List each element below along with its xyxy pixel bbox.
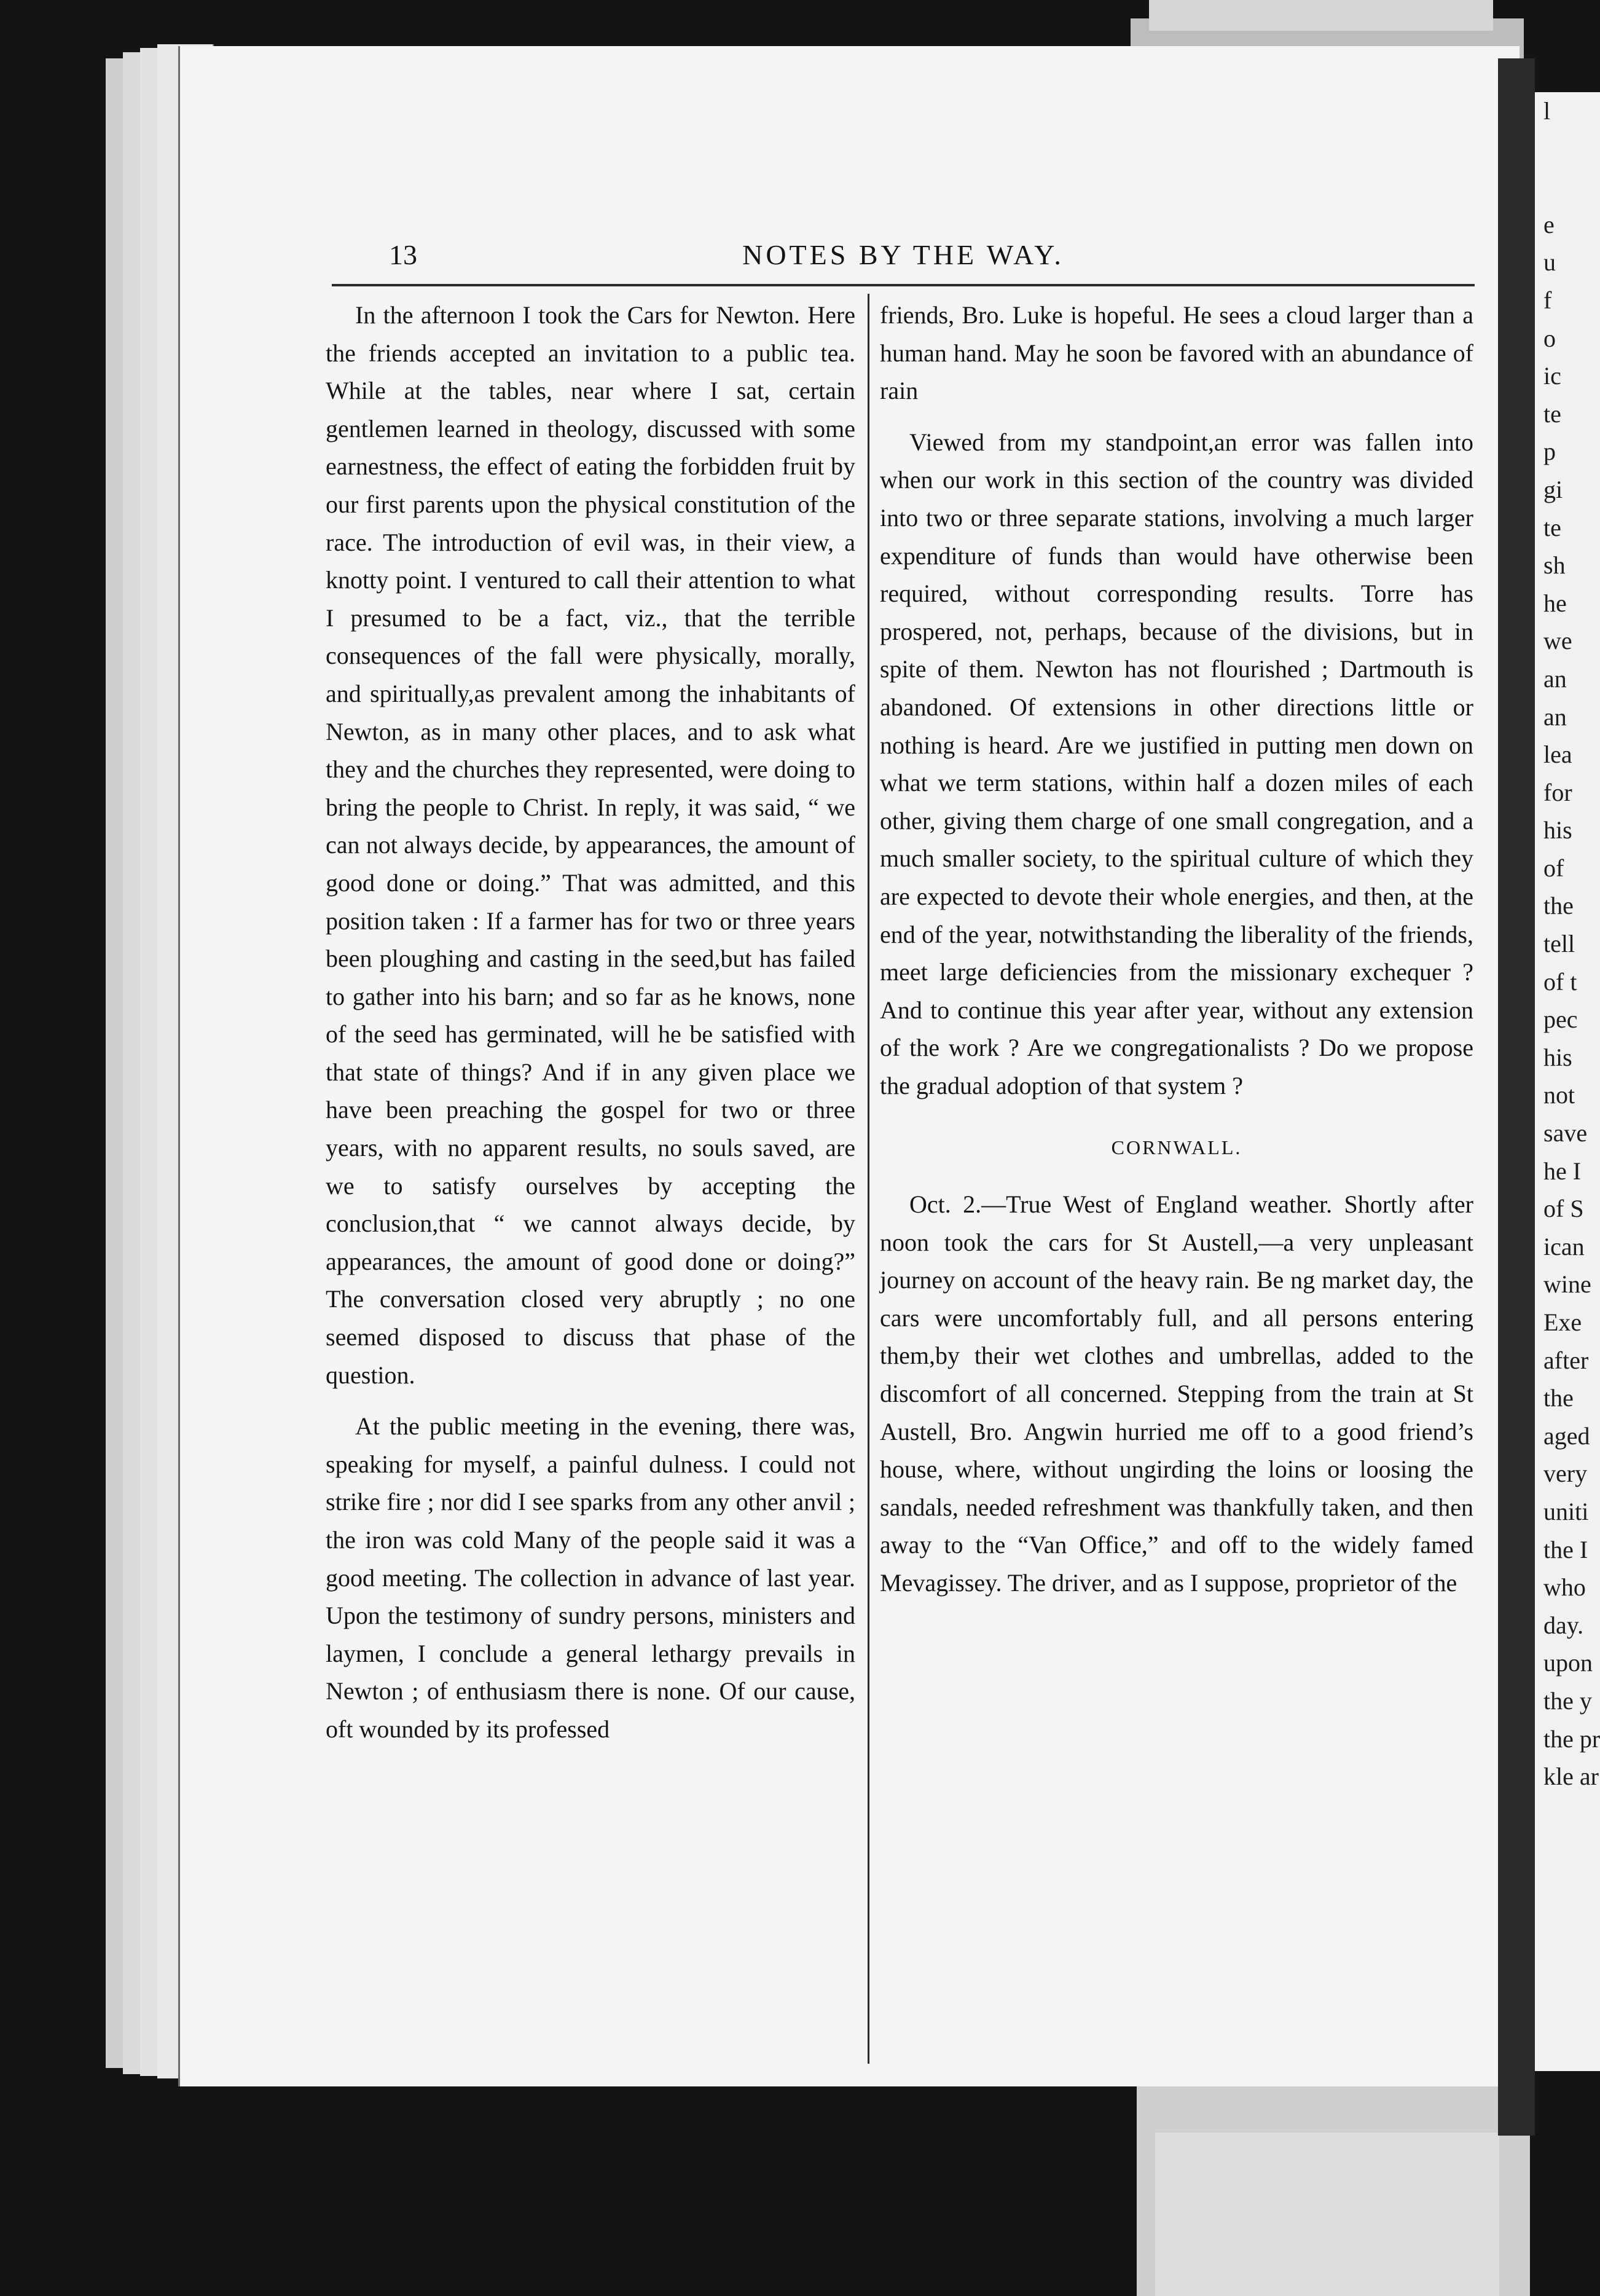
adjacent-page-fragment: tell	[1543, 930, 1575, 958]
adjacent-page-fragment: te	[1543, 513, 1561, 541]
paragraph: Viewed from my standpoint,an error was fallen into when our work in this section of the country was divided into two or three separate stations, involving a much larger expenditure of funds than would have otherwise been required, without corresponding results. Torre has prospered, not, perhaps, because of the divisions, but in spite of them. Newton has not flourished ; Dartmouth is abandoned. Of extensions in other directions little or nothing is heard. Are we justified in putting men down on what we term stations, within half a dozen miles of each other, giving them charge of one small congregation, and a much smaller society, to the spiritual culture of which they are expected to devote their whole energies, and then, at the end of the year, notwithstanding the liberality of the friends, meet large deficiencies from the missionary exchequer ? And to continue this year after year, without any extension of the work ? Are we congregationalists ? Do we propose the gradual adoption of that system ?	[880, 428, 1473, 1099]
page-number: 13	[389, 239, 417, 270]
adjacent-page-fragment: not	[1543, 1081, 1575, 1109]
adjacent-page-fragment: the	[1543, 892, 1574, 920]
adjacent-page-fragment: lea	[1543, 741, 1572, 769]
adjacent-page-fragment: p	[1543, 438, 1556, 466]
adjacent-page-fragment: ic	[1543, 362, 1561, 390]
adjacent-page-fragment: ican	[1543, 1232, 1585, 1260]
adjacent-page-fragment: of	[1543, 854, 1564, 882]
adjacent-page-fragment	[1535, 168, 1600, 206]
adjacent-page-fragment: f	[1543, 286, 1552, 314]
paragraph: Oct. 2.—True West of England weather. Shortly after noon took the cars for St Austell,—a very unpleasant journey on account of the heavy rain. Be ng market day, the cars were uncomfortably full, and all persons entering them,by their wet clothes and umbrellas, added to the discomfort of all concerned. Stepping from the train at St Austell, Bro. Angwin hurried me off to a good friend’s house, where, without ungirding the loins or loosing the sandals, needed refreshment was thankfully taken, and then away to the “Van Office,” and off to the widely famed Mevagissey. The driver, and as I suppose, proprietor of the	[880, 1190, 1473, 1597]
adjacent-page-fragment: an	[1543, 664, 1567, 693]
section-heading: CORNWALL.	[1111, 1136, 1242, 1159]
book-spine-bottom	[1155, 2133, 1499, 2296]
adjacent-page	[1535, 92, 1600, 2071]
book-spine-top	[1149, 0, 1493, 31]
adjacent-page-fragment: upon	[1543, 1649, 1593, 1677]
header-rule	[332, 284, 1475, 286]
adjacent-page-fragment: for	[1543, 778, 1572, 806]
adjacent-page-fragment: the pr	[1543, 1724, 1600, 1753]
adjacent-page-fragment: he I	[1543, 1157, 1582, 1185]
adjacent-page-fragment: his	[1543, 1043, 1572, 1071]
adjacent-page-fragment: gi	[1543, 475, 1563, 503]
paragraph: At the public meeting in the evening, there was, speaking for myself, a painful dulness. I could not strike fire ; nor did I see sparks from any other anvil ; the iron was cold Many of the people said it was a good meeting. The collection in advance of last year. Upon the testimony of sundry persons, ministers and laymen, I conclude a general lethargy prevails in Newton ; of enthusiasm there is none. Of our cause, oft wounded by its professed	[326, 1412, 855, 1743]
adjacent-page-fragment: the y	[1543, 1686, 1592, 1715]
adjacent-page-fragment: o	[1543, 324, 1556, 352]
adjacent-page-fragment: aged	[1543, 1421, 1590, 1450]
adjacent-page-fragment: after	[1543, 1346, 1589, 1374]
adjacent-page-fragment: pec	[1543, 1005, 1578, 1034]
adjacent-page-fragment: save	[1543, 1119, 1588, 1147]
adjacent-page-fragment: he	[1543, 589, 1567, 617]
adjacent-page-fragment: e	[1543, 210, 1555, 238]
paragraph: In the afternoon I took the Cars for Newton. Here the friends accepted an invitation to a public tea. While at the tables, near where I sat, certain gentlemen learned in theology, discussed with some earnestness, the effect of eating the forbidden fruit by our first parents upon the physical constitution of the race. The introduction of evil was, in their view, a knotty point. I ventured to call their attention to what I presumed to be a fact, viz., that the terrible consequences of the fall were physically, morally, and spiritually,as prevalent among the inhabitants of Newton, as in many other places, and to ask what they and the churches they represented, were doing to bring the people to Christ. In reply, it was said, “ we can not always decide, by appearances, the amount of good done or doing.” That was admitted, and this position taken : If a farmer has for two or three years been ploughing and casting in the seed,but has failed to gather into his barn; and so far as he knows, none of the seed has germinated, will he be satisfied with that state of things? And if in any given place we have been preaching the gospel for two or three years, with no apparent results, no souls saved, are we to satisfy ourselves by accepting the conclusion,that “ we cannot always decide, by appearances, the amount of good done or doing?” The conversation closed very abruptly ; no one seemed disposed to discuss that phase of the question.	[326, 301, 855, 1389]
adjacent-page-fragment: sh	[1543, 551, 1566, 580]
book-gutter	[1498, 58, 1535, 2136]
adjacent-page-fragment: kle ar	[1543, 1763, 1599, 1791]
adjacent-page-fragment: the	[1543, 1384, 1574, 1412]
adjacent-page-fragment: who	[1543, 1573, 1586, 1602]
adjacent-page-fragment: of S	[1543, 1195, 1584, 1223]
adjacent-page-fragment	[1535, 130, 1600, 168]
adjacent-page-fragment: very	[1543, 1460, 1588, 1488]
adjacent-page-fragment: u	[1543, 248, 1556, 277]
adjacent-page-fragment: wine	[1543, 1270, 1591, 1299]
adjacent-page-fragment: Exe	[1543, 1308, 1582, 1336]
running-title: NOTES BY THE WAY.	[742, 239, 1064, 270]
page-header	[332, 238, 1475, 281]
adjacent-page-fragment: day.	[1543, 1611, 1584, 1639]
left-column	[326, 296, 855, 2066]
adjacent-page-fragment: we	[1543, 627, 1572, 655]
adjacent-page-fragment: an	[1543, 702, 1567, 731]
adjacent-page-fragment: his	[1543, 816, 1572, 844]
paragraph: friends, Bro. Luke is hopeful. He sees a cloud larger than a human hand. May he soon be favored with an abundance of rain	[880, 301, 1473, 405]
adjacent-page-fragment: the I	[1543, 1535, 1588, 1563]
column-divider	[868, 294, 869, 2064]
adjacent-page-fragment: te	[1543, 399, 1561, 428]
adjacent-page-fragment: of t	[1543, 967, 1577, 996]
adjacent-page-fragment: l	[1543, 97, 1551, 125]
adjacent-page-fragment: uniti	[1543, 1497, 1589, 1525]
right-column	[880, 296, 1473, 2066]
